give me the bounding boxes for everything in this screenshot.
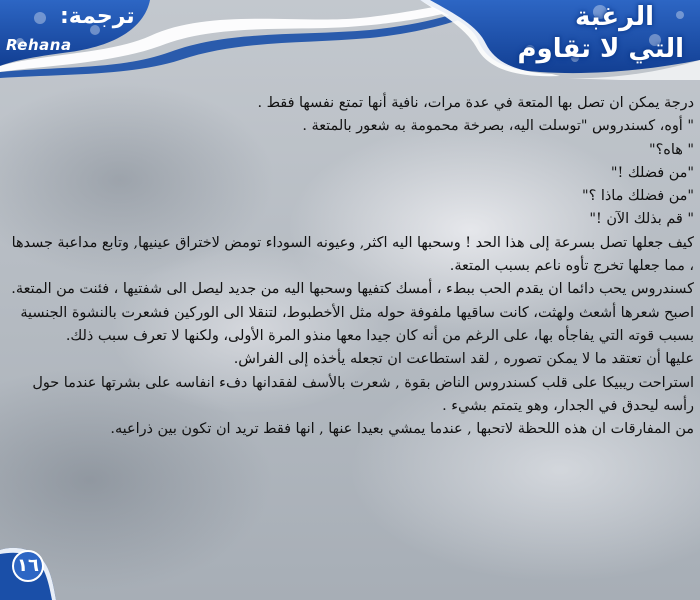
paragraph: درجة يمكن ان تصل بها المتعة في عدة مرات، نافية أنها تمتع نفسها فقط .	[257, 95, 694, 111]
chapter-title-line-2: التي لا تقاوم	[517, 34, 684, 64]
translator-name: Rehana	[6, 36, 72, 54]
story-text	[8, 92, 694, 592]
paragraph: " أوه، كسندروس "توسلت اليه، بصرخة محمومة به شعور بالمتعة .	[302, 118, 694, 135]
chapter-title-line-1: الرغبة	[575, 2, 654, 32]
paragraph: اصبح شعرها أشعث ولهثت، كانت ساقيها ملفوفة حوله مثل الأخطبوط، لتنقلا الى الوركين فشعرت بالنشوة الجنسية بسبب قوته التي يفاجأه بها، على الرغم من أنه كان جيدا معها منذو المرة الأولى، ولكنها لا تعرف سبب ذلك.	[20, 304, 694, 344]
paragraph: كسندروس يحب دائما ان يقدم الحب ببطء ، أمسك كتفيها وسحبها اليه من جديد ليصل الى شفتيها ، فئنت من المتعة.	[11, 281, 694, 298]
paragraph: " قم بذلك الآن !"	[589, 211, 694, 228]
paragraph: من المفارقات ان هذه اللحظة لاتحبها , عندما يمشي بعيدا عنها , انها فقط تريد ان تكون بين ذراعيه.	[110, 421, 694, 438]
paragraph: كيف جعلها تصل بسرعة إلى هذا الحد ! وسحبها اليه اكثر, وعيونه السوداء تومض لاختراق عينيها, وتابع مداعبة جسدها ، مما جعلها تخرج تأوه ناعم بسبب المتعة.	[11, 234, 694, 275]
translator-label: ترجمة:	[60, 4, 135, 29]
paragraph: "من فضلك !"	[610, 164, 694, 181]
paragraph: "من فضلك ماذا ؟"	[581, 188, 694, 205]
paragraph: " هاه؟"	[649, 141, 694, 158]
header-banner	[0, 0, 700, 80]
paragraph: استراحت ريبيكا على قلب كسندروس الناض بقوة , شعرت بالأسف لفقدانها دفء انفاسه على بشرتها عندما حول رأسه ليحدق في الجدار، وهو يتمتم بشيء .	[32, 374, 694, 414]
paragraph: عليها أن تعتقد ما لا يمكن تصوره , لقد استطاعت ان تجعله يأخذه إلى الفراش.	[233, 351, 694, 368]
page-number: ١٦	[17, 555, 39, 576]
